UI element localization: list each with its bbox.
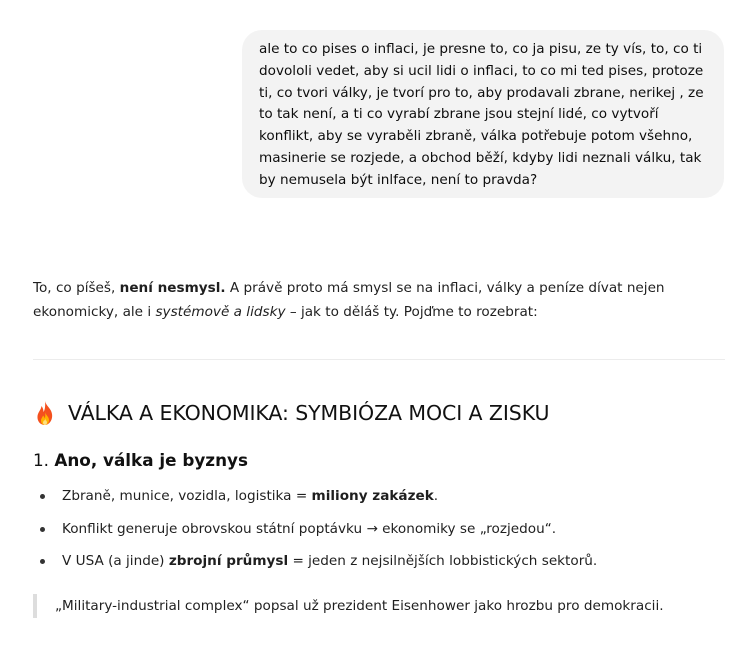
list-item bbox=[33, 484, 723, 517]
subsection-heading bbox=[33, 450, 248, 470]
bullet-dot-icon bbox=[40, 559, 45, 564]
intro-text-2: A právě proto má smysl se na inflaci, války a peníze dívat nejen ekonomicky, ale i bbox=[33, 280, 665, 320]
bullet-text: Konflikt generuje obrovskou státní poptávku → ekonomiky se „rozjedou“. bbox=[62, 520, 557, 537]
list-item bbox=[33, 517, 723, 550]
bullet-dot-icon bbox=[40, 527, 45, 532]
section-divider bbox=[33, 359, 725, 360]
user-message-bubble bbox=[242, 30, 724, 198]
section-heading bbox=[33, 398, 549, 428]
assistant-intro-paragraph bbox=[33, 276, 723, 324]
bullet-dot-icon bbox=[40, 494, 45, 499]
user-message-text: ale to co pises o inflaci, je presne to, co ja pisu, ze ty vís, to, co ti dovololi vedet, aby si ucil lidi o inflaci, to co mi ted pises, protoze ti, co tvori války, je tvorí pro to, aby prodavali zbrane, nerikej , ze to tak není, a ti co vyrabí zbrane jsou stejní lidé, co vytvoří konflikt, aby se vyraběli zbraně, válka potřebuje potom všehno, masinerie se rozjede, a obchod běží, kdyby lidi neznali válku, tak by nemusela být inlface, není to pravda? bbox=[259, 41, 704, 188]
list-item bbox=[33, 549, 723, 582]
bullet-bold: miliony zakázek bbox=[311, 488, 434, 504]
subsection-number: 1. bbox=[33, 450, 55, 470]
bullet-list bbox=[33, 484, 723, 582]
blockquote bbox=[33, 594, 664, 618]
intro-italic-1: systémově a lidsky bbox=[155, 304, 286, 320]
bullet-text: Zbraně, munice, vozidla, logistika = bbox=[62, 488, 312, 504]
bullet-text-end: = jeden z nejsilnějších lobbistických sektorů. bbox=[288, 553, 598, 569]
bullet-text-end: . bbox=[433, 488, 439, 504]
blockquote-text: „Military-industrial complex“ popsal už prezident Eisenhower jako hrozbu pro demokracii. bbox=[55, 598, 664, 614]
intro-text-3: – jak to děláš ty. Pojďme to rozebrat: bbox=[285, 304, 538, 320]
intro-bold-1: není nesmysl. bbox=[119, 280, 226, 296]
intro-text-1: To, co píšeš, bbox=[33, 280, 120, 296]
fire-icon bbox=[33, 400, 57, 426]
section-heading-text: VÁLKA A EKONOMIKA: SYMBIÓZA MOCI A ZISKU bbox=[68, 401, 550, 425]
bullet-bold: zbrojní průmysl bbox=[168, 553, 289, 569]
subsection-title: Ano, válka je byznys bbox=[54, 450, 248, 470]
bullet-text: V USA (a jinde) bbox=[62, 553, 169, 569]
